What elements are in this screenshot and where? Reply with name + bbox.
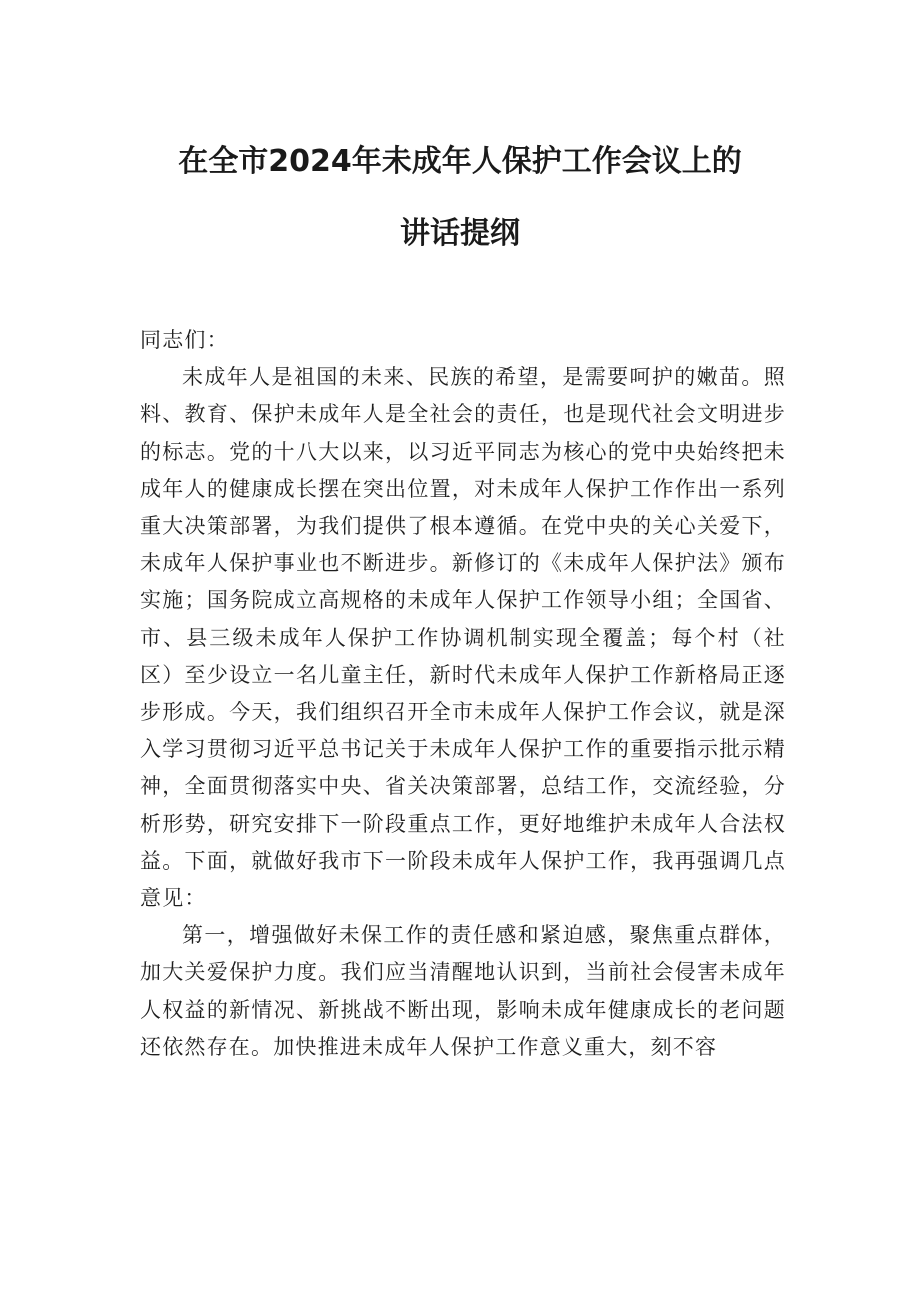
paragraph-point-one: 第一，增强做好未保工作的责任感和紧迫感，聚焦重点群体，加大关爱保护力度。我们应当清醒地认识到，当前社会侵害未成年人权益的新情况、新挑战不断出现，影响未成年健康成长的老问题还依然存在。加快推进未成年人保护工作意义重大，刻不容 <box>140 923 786 1059</box>
document-title-line-2: 讲话提纲 <box>400 216 520 251</box>
document-body <box>140 322 786 1066</box>
document-title-line-1: 在全市2024年未成年人保护工作会议上的 <box>178 144 742 179</box>
salutation: 同志们： <box>140 328 229 352</box>
paragraph-intro: 未成年人是祖国的未来、民族的希望，是需要呵护的嫩苗。照料、教育、保护未成年人是全社会的责任，也是现代社会文明进步的标志。党的十八大以来，以习近平同志为核心的党中央始终把未成年人的健康成长摆在突出位置，对未成年人保护工作作出一系列重大决策部署，为我们提供了根本遵循。在党中央的关心关爱下，未成年人保护事业也不断进步。新修订的《未成年人保护法》颁布实施；国务院成立高规格的未成年人保护工作领导小组；全国省、市、县三级未成年人保护工作协调机制实现全覆盖；每个村（社区）至少设立一名儿童主任，新时代未成年人保护工作新格局正逐步形成。今天，我们组织召开全市未成年人保护工作会议，就是深入学习贯彻习近平总书记关于未成年人保护工作的重要指示批示精神，全面贯彻落实中央、省关决策部署，总结工作，交流经验，分析形势，研究安排下一阶段重点工作，更好地维护未成年人合法权益。下面，就做好我市下一阶段未成年人保护工作，我再强调几点意见： <box>140 365 786 911</box>
